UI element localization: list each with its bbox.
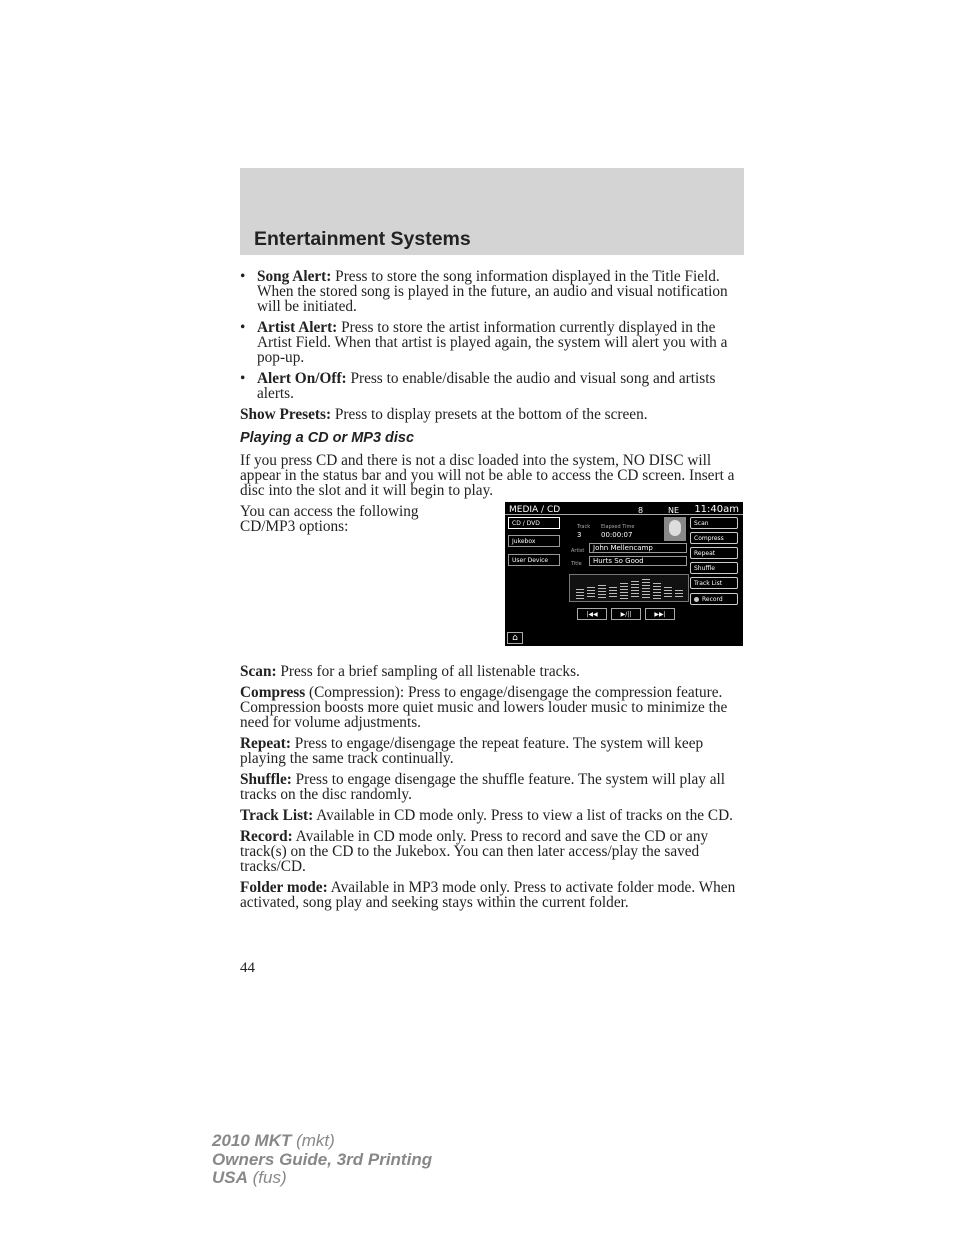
repeat-button: Repeat [690,547,738,559]
bullet-term: Alert On/Off: [257,370,347,387]
bullet-term: Artist Alert: [257,319,338,336]
bullet-text: Press to store the song information displayed in the Title Field. When the stored song is played in the future, an audio and visual notification will be initiated. [257,268,728,315]
intro-paragraph: If you press CD and there is not a disc loaded into the system, NO DISC will appear in the status bar and you will not be able to access the CD screen. Insert a disc into the slot and it will begin to play. [240,452,735,499]
bullet-item [240,371,744,401]
shuffle-button: Shuffle [690,562,738,574]
eq-bar [664,587,672,599]
record-dot-icon [694,597,699,602]
bullet-dot-icon: • [240,370,246,387]
eq-bar [576,589,584,599]
footer-line-1 [212,1132,432,1151]
definition-text: Press for a brief sampling of all listenable tracks. [276,663,580,680]
bullet-item [240,320,744,365]
footer-line-3 [212,1169,432,1188]
eq-bar [609,587,617,599]
track-list-button: Track List [690,577,738,589]
footer-market-code: (fus) [247,1168,287,1187]
page-number: 44 [240,960,255,976]
definition-term: Folder mode: [240,879,328,896]
compress-button: Compress [690,532,738,544]
screen-media-label: MEDIA / CD [509,505,561,515]
cd-screen-image [505,502,743,646]
bullet-text: Press to enable/disable the audio and visual song and artists alerts. [257,370,716,402]
elapsed-value: 00:00:07 [601,531,633,539]
compass-indicator: NE [668,506,680,515]
definition-text: Press to display presets at the bottom of the screen. [331,406,648,423]
definition-scan [240,664,744,679]
footer-line-2 [212,1151,432,1170]
page-content [240,269,744,916]
definition-term: Track List: [240,807,314,824]
title-label: Title [571,561,582,567]
eq-bar [587,587,595,599]
bullet-item [240,269,744,314]
definition-text: Press to engage/disengage the repeat feature. The system will keep playing the same track continually. [240,735,704,767]
equalizer-display [569,574,689,602]
play-pause-icon: ▶/|| [611,608,641,620]
section-title: Entertainment Systems [254,228,471,250]
eq-bar [631,581,639,599]
album-art [664,517,686,541]
record-button-label: Record [702,596,723,603]
scan-button: Scan [690,517,738,529]
definition-folder-mode [240,880,744,910]
record-button [690,593,738,605]
bullet-term: Song Alert: [257,268,332,285]
screen-status-bar [505,502,743,515]
eq-bar [620,583,628,599]
definition-text: Press to engage disengage the shuffle feature. The system will play all tracks on the disc randomly. [240,771,725,803]
eq-bar [675,590,683,599]
next-track-icon: ▶▶| [645,608,675,620]
definition-term: Show Presets: [240,406,332,423]
definition-text: Available in MP3 mode only. Press to activate folder mode. When activated, song play and seeking stays within the current folder. [240,879,736,911]
definition-term: Scan: [240,663,277,680]
footer-model-code: (mkt) [291,1131,335,1150]
bullet-dot-icon: • [240,268,246,285]
definition-compress [240,685,744,730]
section-header-bar [240,168,744,255]
eq-bar [642,579,650,599]
eq-bar [598,585,606,599]
figure-row [240,504,744,664]
definition-term: Repeat: [240,735,291,752]
eq-bar [653,583,661,599]
definition-repeat [240,736,744,766]
artist-label: Artist [571,548,585,554]
definition-text: Available in CD mode only. Press to view a list of tracks on the CD. [313,807,733,824]
title-field: Hurts So Good [589,556,687,566]
figure-caption: You can access the following CD/MP3 options: [240,503,419,535]
subheading: Playing a CD or MP3 disc [240,430,415,446]
bullet-dot-icon: • [240,319,246,336]
definition-text: (Compression): Press to engage/disengage the compression feature. Compression boosts more quiet music and lowers louder music to minimize the need for volume adjustments. [240,684,728,731]
source-jukebox: Jukebox [508,535,560,547]
artist-field: John Mellencamp [589,543,687,553]
track-value: 3 [577,531,582,539]
definition-shuffle [240,772,744,802]
definition-record [240,829,744,874]
previous-track-icon: |◀◀ [577,608,607,620]
screen-status-symbol: 8 [638,506,644,515]
bullet-text: Press to store the artist information currently displayed in the Artist Field. When that artist is played again, the system will alert you with a pop-up. [257,319,728,366]
footer-model: 2010 MKT [212,1131,292,1150]
screen-clock: 11:40am [694,504,739,515]
document-footer [212,1132,432,1188]
definition-track-list [240,808,744,823]
show-presets-paragraph [240,407,744,422]
source-cd-dvd: CD / DVD [508,517,560,529]
definition-term: Shuffle: [240,771,292,788]
footer-market: USA [212,1168,248,1187]
definition-text: Available in CD mode only. Press to record and save the CD or any track(s) on the CD to the Jukebox. You can then later access/play the saved tracks/CD. [240,828,709,875]
definition-term: Record: [240,828,293,845]
source-user-device: User Device [508,554,560,566]
footer-guide: Owners Guide, 3rd Printing [212,1149,433,1169]
home-icon: ⌂ [507,632,523,644]
definition-term: Compress [240,684,306,701]
elapsed-label: Elapsed Time [601,524,635,530]
track-label: Track [577,524,591,530]
